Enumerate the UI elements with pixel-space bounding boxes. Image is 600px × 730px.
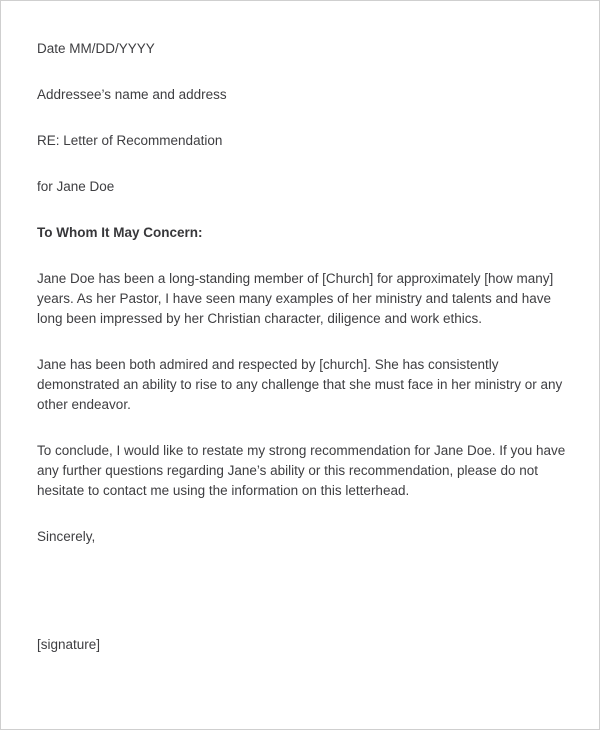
signature-placeholder: [signature] [37, 637, 101, 652]
addressee-line: Addressee’s name and address [37, 87, 227, 102]
body-paragraph-1: Jane Doe has been a long-standing member of [Church] for approximately [how many] years. As her Pastor, I have seen many examples of her ministry and talents and have long been impressed by her Christian character, diligence and work ethics. [37, 271, 554, 326]
letter-body [37, 39, 569, 655]
body-paragraph-2: Jane has been both admired and respected by [church]. She has consistently demonstrated an ability to rise to any challenge that she must face in her ministry or any other endeavor. [37, 357, 563, 412]
re-subject-line: RE: Letter of Recommendation [37, 133, 223, 148]
body-paragraph-3: To conclude, I would like to restate my strong recommendation for Jane Doe. If you have any further questions regarding Jane’s ability or this recommendation, please do not hesitate to contact me using the information on this letterhead. [37, 443, 566, 498]
closing-line: Sincerely, [37, 529, 96, 544]
for-line: for Jane Doe [37, 179, 115, 194]
salutation: To Whom It May Concern: [37, 225, 203, 240]
date-line: Date MM/DD/YYYY [37, 41, 155, 56]
